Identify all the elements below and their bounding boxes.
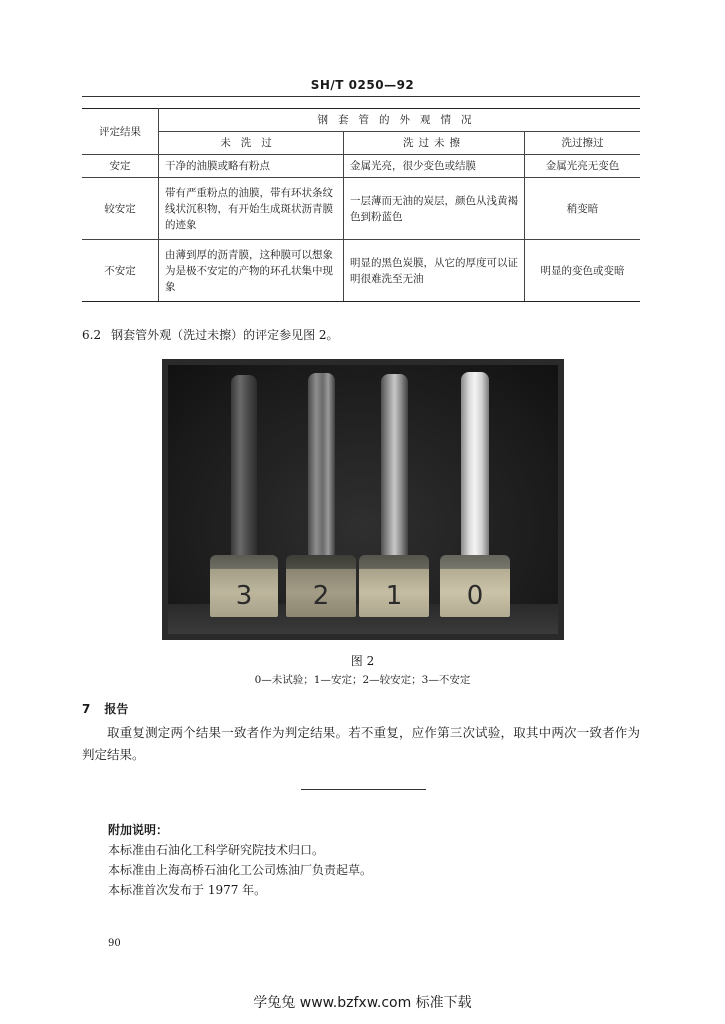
notes-title: 附加说明：: [108, 823, 169, 837]
tube-label-2: 2: [312, 581, 330, 611]
group-header: 钢套管的外观情况: [159, 109, 641, 132]
standard-code-header: SH/T 0250—92: [310, 78, 415, 92]
page-number: 90: [108, 938, 121, 949]
steel-tube-3: [231, 375, 257, 563]
figure-caption: 0—未试验；1—安定；2—较安定；3—不安定: [254, 674, 471, 686]
washed-unwiped-cell: 金属光亮，很少变色或结膜: [344, 155, 525, 178]
washed-unwiped-cell: 一层薄而无油的炭层，颜色从浅黄褐色到粉蓝色: [344, 178, 525, 240]
table-subheader-row: [82, 132, 640, 155]
table-row: [82, 178, 640, 240]
steel-tube-0: [461, 372, 489, 563]
table-row: [82, 240, 640, 302]
header-rule: [82, 96, 640, 97]
unwashed-cell: 由薄到厚的沥青膜，这种膜可以想象为是极不安定的产物的环孔状集中现象: [159, 240, 344, 302]
footer-watermark: 学兔兔 www.bzfxw.com 标准下载: [253, 995, 472, 1011]
additional-notes: [108, 820, 372, 900]
tube-label-3: 3: [235, 581, 253, 611]
section-number: 7: [82, 702, 91, 716]
steel-tube-1: [381, 374, 408, 563]
evaluation-table: [82, 108, 640, 302]
section-title: 报告: [104, 702, 129, 716]
col-header-washed-unwiped: 洗过未擦: [344, 132, 525, 155]
result-cell: 不安定: [82, 240, 159, 302]
section-7-heading: [82, 700, 128, 717]
stopper-3: [210, 555, 278, 617]
col-header-unwashed: 未洗过: [159, 132, 344, 155]
washed-wiped-cell: 明显的变色或变暗: [525, 240, 641, 302]
stopper-1: [359, 555, 429, 617]
notes-line: 本标准由上海高桥石油化工公司炼油厂负责起草。: [108, 863, 373, 877]
result-cell: 较安定: [82, 178, 159, 240]
photo-background: [168, 365, 558, 634]
unwashed-cell: 带有严重粉点的油膜，带有环状条纹线状沉积物，有开始生成斑状沥青膜的迹象: [159, 178, 344, 240]
section-6-2: [82, 326, 339, 343]
washed-wiped-cell: 稍变暗: [525, 178, 641, 240]
washed-unwiped-cell: 明显的黑色炭膜，从它的厚度可以证明很难洗至无油: [344, 240, 525, 302]
unwashed-cell: 干净的油膜或略有粉点: [159, 155, 344, 178]
tube-label-1: 1: [385, 581, 403, 611]
tube-label-0: 0: [466, 581, 484, 611]
notes-line: 本标准首次发布于 1977 年。: [108, 883, 267, 897]
figure-2-photo: [162, 359, 564, 640]
section-text: 钢套管外观（洗过未擦）的评定参见图 2。: [111, 328, 339, 342]
table-header-row: [82, 109, 640, 132]
stopper-0: [440, 555, 510, 617]
section-number: 6.2: [82, 328, 102, 342]
result-cell: 安定: [82, 155, 159, 178]
figure-title: 图 2: [350, 654, 375, 668]
notes-line: 本标准由石油化工科学研究院技术归口。: [108, 843, 325, 857]
result-header: 评定结果: [82, 109, 159, 155]
col-header-washed-wiped: 洗过擦过: [525, 132, 641, 155]
table-row: [82, 155, 640, 178]
end-rule: [301, 789, 426, 790]
stopper-2: [286, 555, 356, 617]
section-7-paragraph: 取重复测定两个结果一致者作为判定结果。若不重复，应作第三次试验，取其中两次一致者作为判定结果。: [82, 725, 640, 762]
steel-tube-2: [308, 373, 335, 563]
washed-wiped-cell: 金属光亮无变色: [525, 155, 641, 178]
